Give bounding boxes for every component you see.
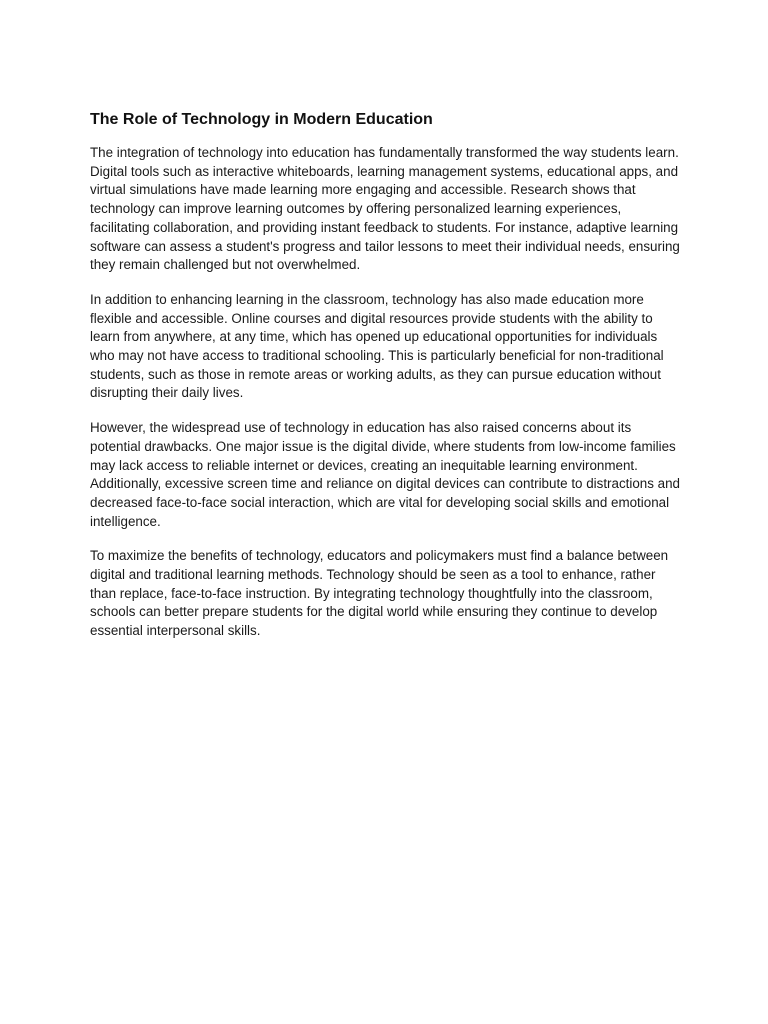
paragraph-1: The integration of technology into education has fundamentally transformed the way students learn. Digital tools such as interactive whiteboards, learning management systems, educational apps, and virtual simulations have made learning more engaging and accessible. Research shows that technology can improve learning outcomes by offering personalized learning experiences, facilitating collaboration, and providing instant feedback to students. For instance, adaptive learning software can assess a student's progress and tailor lessons to meet their individual needs, ensuring they remain challenged but not overwhelmed. [90,145,680,273]
paragraph-4: To maximize the benefits of technology, educators and policymakers must find a balance between digital and traditional learning methods. Technology should be seen as a tool to enhance, rather than replace, face-to-face instruction. By integrating technology thoughtfully into the classroom, schools can better prepare students for the digital world while ensuring they continue to develop essential interpersonal skills. [90,548,669,639]
paragraph-2: In addition to enhancing learning in the classroom, technology has also made education more flexible and accessible. Online courses and digital resources provide students with the ability to learn from anywhere, at any time, which has opened up educational opportunities for individuals who may not have access to traditional schooling. This is particularly beneficial for non-traditional students, such as those in remote areas or working adults, as they can pursue education without disrupting their daily lives. [90,291,664,401]
document-title: The Role of Technology in Modern Education [90,111,433,128]
paragraph-3: However, the widespread use of technology in education has also raised concerns about its potential drawbacks. One major issue is the digital divide, where students from low-income families may lack access to reliable internet or devices, creating an inequitable learning environment. Additionally, excessive screen time and reliance on digital devices can contribute to distractions and decreased face-to-face social interaction, which are vital for developing social skills and emotional intelligence. [90,420,681,529]
document-page [90,108,682,657]
